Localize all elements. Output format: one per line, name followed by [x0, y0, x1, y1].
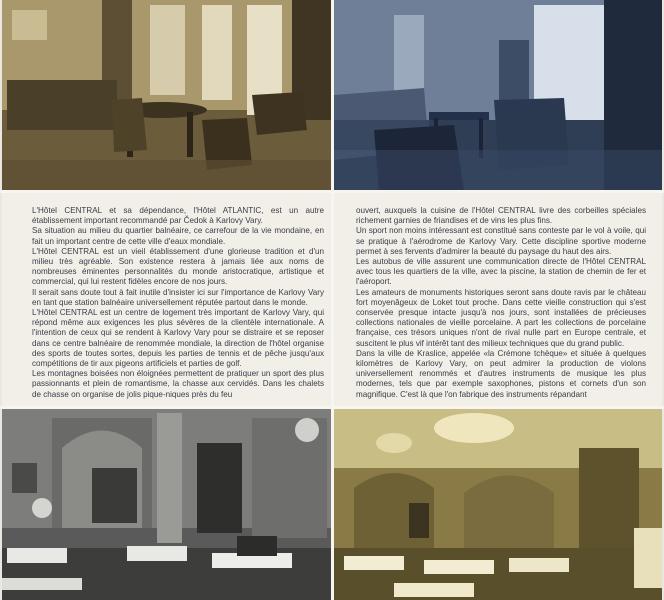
paragraph: Les autobus de ville assurent une communication directe de l'Hôtel CENTRAL avec tous les quartiers de la ville, avec la piscine, la station de chemin de fer et l'aéroport. — [356, 257, 646, 287]
paragraph: L'Hôtel CENTRAL est un centre de logement très important de Karlovy Vary, qui répond même aux exigences les plus sévères de la clientèle internationale. A l'intention de ceux qui se rendent à Karlovy Vary pour se distraire et se reposer dans ce centre balnéaire de renommée mondiale, la direction de l'hôtel organise des sports de toutes sortes, depuis les parties de tennis et de pêche jusqu'aux compétitions de tir aux pigeons artificiels et parties de golf. — [32, 308, 324, 369]
paragraph: L'Hôtel CENTRAL est un vieil établissement d'une glorieuse tradition et d'un milieu très agréable. Son existence restera à jamais liée aux noms de nombreuses éminentes personnalités du monde aristocratique, artistique et commercial, qui lui restent fidèles encore de nos jours. — [32, 246, 324, 287]
paragraph: L'Hôtel CENTRAL et sa dépendance, l'Hôtel ATLANTIC, est un autre établissement important recommandé par Čedok à Karlovy Vary. — [32, 206, 324, 226]
paragraph: ouvert, auxquels la cuisine de l'Hôtel CENTRAL livre des corbeilles spéciales richement garnies de friandises et de vins les plus fins. — [356, 206, 646, 226]
horizontal-fold-line-bottom — [0, 406, 664, 409]
paragraph: Les montagnes boisées non éloignées permettent de pratiquer un sport des plus passionnants et plein de romantisme, la chasse aux cervidés. Dans les chalets de chasse on organise de jolis pique-niques près du feu — [32, 369, 324, 399]
text-panel-right — [334, 192, 662, 406]
paragraph: Dans la ville de Kraslice, appelée «la Crémone tchèque» et située à quelques kilomètres de Karlovy Vary, on peut admirer la production de violons universellement renommés et d'autres instruments de musique les plus modernes, tels que par exemple saxophones, pistons et cornets d'un son magnifique. C'est là que l'on fabrique des instruments répandant — [356, 348, 646, 399]
photo-lounge-sepia — [2, 0, 331, 190]
paragraph: Un sport non moins intéressant est constitué sans conteste par le vol à voile, qui se pratique à l'aérodrome de Karlovy Vary. Cette discipline sportive moderne permet à ses fervents d'admirer la beauté du paysage du haut des airs. — [356, 226, 646, 256]
horizontal-fold-line-top — [0, 190, 664, 193]
paragraph: Sa situation au milieu du quartier balnéaire, ce carrefour de la vie mondaine, en fait un important centre de cette ville d'eaux mondiale. — [32, 226, 324, 246]
photo-dining-hall-gold — [334, 408, 662, 600]
photo-lounge-blue — [334, 0, 662, 190]
photo-dining-room-gray — [2, 408, 331, 600]
text-panel-left — [2, 192, 332, 406]
paragraph: Il serait sans doute tout à fait inutile d'insister ici sur l'importance de Karlovy Vary en tant que station balnéaire universellement réputée partout dans le monde. — [32, 287, 324, 307]
vertical-fold-line — [331, 0, 334, 600]
paragraph: Les amateurs de monuments historiques seront sans doute ravis par le château fort moyenâgeux de Loket tout proche. Dans cette vieille construction qui s'est conservée presque intacte jusqu'à nos jours, sont installées de précieuses collections nationales de vieille porcelaine. A part les collections de porcelaine française, ces trésors uniques n'ont de rival nulle part en Europe centrale, et suscitent le plus vif intérêt tant des milieux techniques que du grand public. — [356, 287, 646, 348]
